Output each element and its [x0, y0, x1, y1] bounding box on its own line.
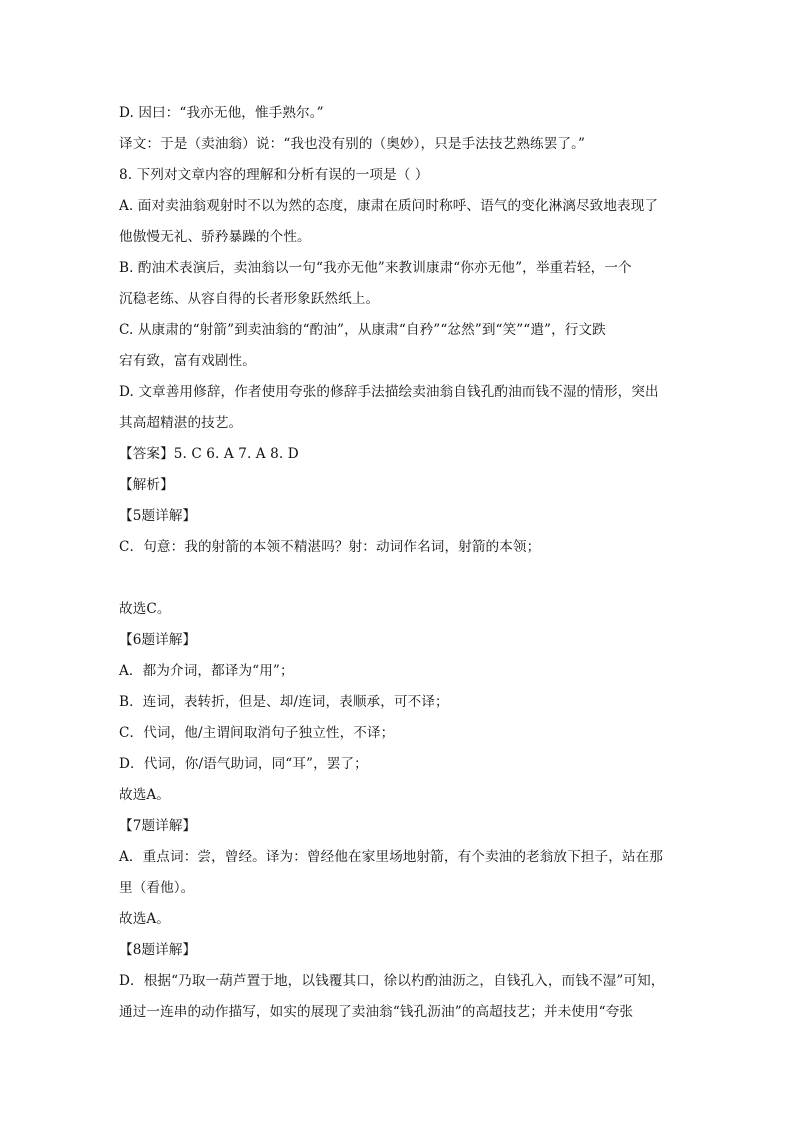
document-body — [119, 98, 679, 1028]
q7-detail-heading: 【7题详解】 — [119, 818, 197, 834]
q8-option-c-line-1: C. 从康肃的“射箭”到卖油翁的“酌油”，从康肃“自矜”“忿然”到“笑”“遣”，行文跌 — [119, 322, 606, 338]
q6-explanation-b: B．连词，表转折，但是、却/连词，表顺承，可不译； — [119, 694, 449, 710]
q6-explanation-a: A．都为介词，都译为“用”； — [119, 663, 294, 679]
q8-option-c-line-2: 宕有致，富有戏剧性。 — [119, 353, 256, 369]
q8-detail-heading: 【8题详解】 — [119, 942, 197, 958]
analysis-heading: 【解析】 — [119, 477, 174, 493]
q8-option-d-line-1: D. 文章善用修辞，作者使用夸张的修辞手法描绘卖油翁自钱孔酌油而钱不湿的情形，突出 — [119, 384, 659, 400]
q5-conclusion: 故选C。 — [119, 601, 171, 617]
q6-explanation-c: C．代词，他/主谓间取消句子独立性，不译； — [119, 725, 395, 741]
q6-detail-heading: 【6题详解】 — [119, 632, 197, 648]
q6-explanation-d: D．代词，你/语气助词，同“耳”，罢了； — [119, 756, 368, 772]
q8-option-b-line-2: 沉稳老练、从容自得的长者形象跃然纸上。 — [119, 291, 380, 307]
q8-option-d-line-2: 其高超精湛的技艺。 — [119, 415, 243, 431]
q8-option-b-line-1: B. 酌油术表演后，卖油翁以一句“我亦无他”来教训康肃“你亦无他”，举重若轻，一个 — [119, 260, 632, 276]
q5-detail-heading: 【5题详解】 — [119, 508, 197, 524]
q8-option-a-line-1: A. 面对卖油翁观射时不以为然的态度，康肃在质问时称呼、语气的变化淋漓尽致地表现了 — [119, 198, 659, 214]
q8-explanation-line-2: 通过一连串的动作描写，如实的展现了卖油翁“钱孔沥油”的高超技艺；并未使用“夸张 — [119, 1004, 634, 1020]
option-d-text: D. 因曰：“我亦无他，惟手熟尔。” — [119, 105, 324, 121]
q8-option-a-line-2: 他傲慢无礼、骄矜暴躁的个性。 — [119, 229, 311, 245]
question-8-stem: 8. 下列对文章内容的理解和分析有误的一项是（ ） — [119, 167, 429, 183]
translation-text: 译文：于是（卖油翁）说：“我也没有别的（奥妙），只是手法技艺熟练罢了。” — [119, 136, 586, 152]
q5-explanation: C．句意：我的射箭的本领不精湛吗？射：动词作名词，射箭的本领； — [119, 539, 541, 555]
q7-explanation-line-2: 里（看他）。 — [119, 880, 195, 896]
blank-line — [119, 563, 679, 594]
q7-explanation-line-1: A．重点词：尝，曾经。译为：曾经他在家里场地射箭，有个卖油的老翁放下担子，站在那 — [119, 849, 663, 865]
q8-explanation-line-1: D．根据“乃取一葫芦置于地，以钱覆其口，徐以杓酌油沥之，自钱孔入，而钱不湿”可知， — [119, 973, 665, 989]
answer-key: 【答案】5. C 6. A 7. A 8. D — [119, 446, 299, 462]
q7-conclusion: 故选A。 — [119, 911, 170, 927]
q6-conclusion: 故选A。 — [119, 787, 170, 803]
